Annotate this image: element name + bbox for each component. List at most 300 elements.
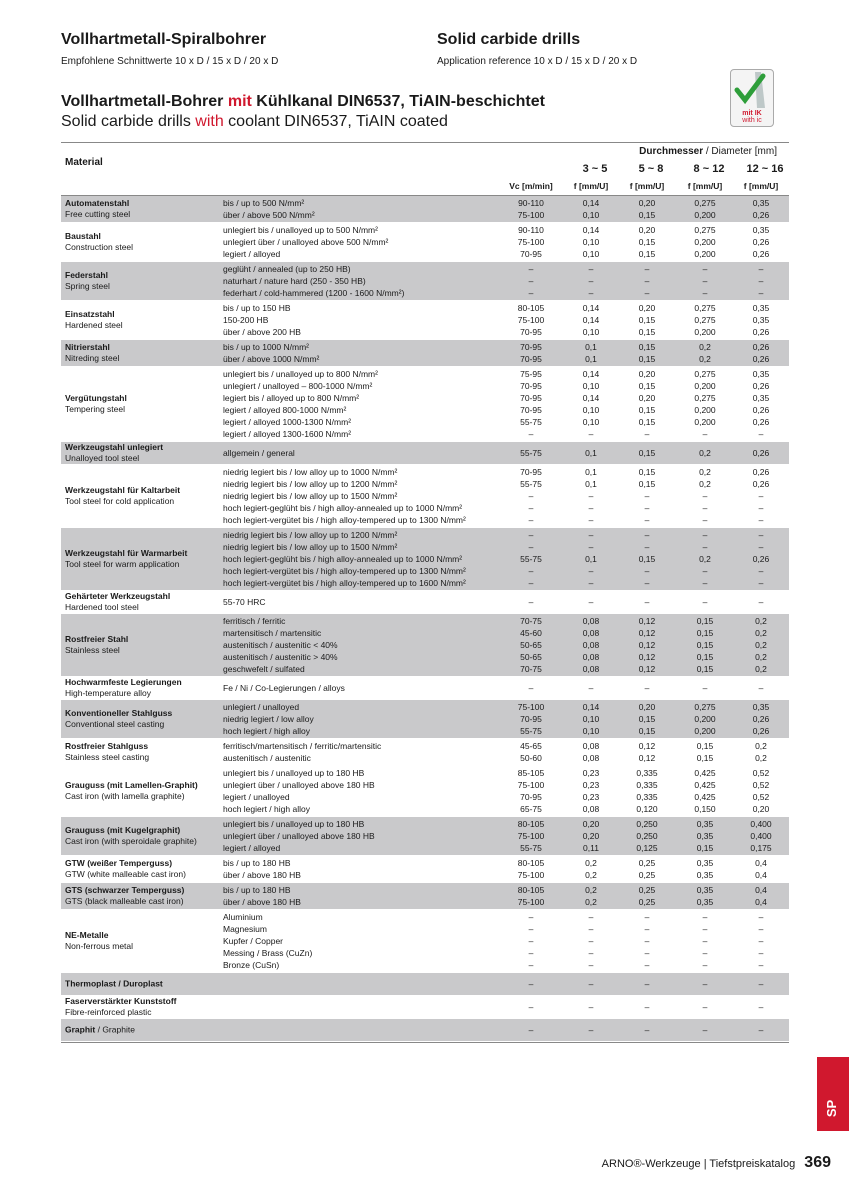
vc-cell: – bbox=[528, 1025, 534, 1035]
condition-cell: hoch legiert-geglüht bis / high alloy-annealed up to 1000 N/mm² bbox=[223, 554, 463, 564]
f-cell: 0,15 bbox=[638, 249, 656, 259]
f-cell: 0,15 bbox=[638, 381, 656, 391]
f-cell: 0,10 bbox=[582, 726, 600, 736]
page-number: 369 bbox=[804, 1154, 831, 1171]
f-cell: – bbox=[588, 429, 594, 439]
f-cell: 0,335 bbox=[636, 768, 658, 778]
condition-cell: Kupfer / Copper bbox=[223, 936, 284, 946]
f-cell: 0,275 bbox=[694, 303, 716, 313]
vc-cell: 70-75 bbox=[520, 616, 542, 626]
f-cell: – bbox=[644, 597, 650, 607]
f-cell: – bbox=[758, 503, 764, 513]
condition-cell: niedrig legiert / low alloy bbox=[223, 714, 314, 724]
f-cell: 0,1 bbox=[585, 354, 597, 364]
f-cell: 0,35 bbox=[696, 897, 714, 907]
f-cell: 0,26 bbox=[752, 354, 770, 364]
table-row bbox=[61, 978, 789, 990]
f-cell: 0,26 bbox=[752, 342, 770, 352]
vc-cell: 70-95 bbox=[520, 381, 542, 391]
material-name: Werkzeugstahl für Kaltarbeit Tool steel for cold application bbox=[65, 485, 181, 506]
f-cell: – bbox=[644, 979, 650, 989]
table-row bbox=[61, 447, 789, 459]
f-cell: 0,2 bbox=[755, 652, 767, 662]
f-cell: 0,12 bbox=[638, 664, 656, 674]
f-cell: – bbox=[588, 1025, 594, 1035]
f-cell: 0,200 bbox=[694, 726, 716, 736]
vc-cell: – bbox=[528, 491, 534, 501]
material-group bbox=[61, 910, 789, 973]
f-cell: – bbox=[588, 288, 594, 298]
table-row bbox=[61, 651, 789, 663]
f-cell: 0,35 bbox=[752, 303, 770, 313]
f-cell: 0,400 bbox=[750, 819, 772, 829]
condition-cell: 150-200 HB bbox=[223, 315, 269, 325]
condition-cell: unlegiert / unalloyed bbox=[223, 702, 300, 712]
table-row bbox=[61, 935, 789, 947]
table-row bbox=[61, 911, 789, 923]
f-cell: 0,35 bbox=[696, 819, 714, 829]
condition-cell: über / above 1000 N/mm² bbox=[223, 354, 320, 364]
f-cell: 0,200 bbox=[694, 381, 716, 391]
f-cell: 0,08 bbox=[582, 741, 600, 751]
f-cell: 0,15 bbox=[696, 753, 714, 763]
f-cell: 0,20 bbox=[638, 702, 656, 712]
table-row bbox=[61, 263, 789, 275]
condition-cell: legiert / alloyed 1000-1300 N/mm² bbox=[223, 417, 352, 427]
f-cell: 0,4 bbox=[755, 870, 767, 880]
range-header: 5 ~ 8 bbox=[638, 163, 664, 175]
f-cell: 0,26 bbox=[752, 210, 770, 220]
material-name: Werkzeugstahl für Warmarbeit Tool steel for warm application bbox=[65, 548, 188, 569]
condition-cell: hoch legiert-vergütet bis / high alloy-tempered up to 1600 N/mm² bbox=[223, 578, 466, 588]
table-row bbox=[61, 947, 789, 959]
table-row bbox=[61, 341, 789, 353]
condition-cell: hoch legiert-vergütet bis / high alloy-tempered up to 1300 N/mm² bbox=[223, 515, 466, 525]
table-row bbox=[61, 314, 789, 326]
f-cell: – bbox=[702, 276, 708, 286]
vc-cell: 50-65 bbox=[520, 640, 542, 650]
f-cell: 0,2 bbox=[699, 467, 711, 477]
f-cell: – bbox=[588, 979, 594, 989]
f-cell: 0,15 bbox=[696, 741, 714, 751]
table-row bbox=[61, 752, 789, 764]
table-row bbox=[61, 209, 789, 221]
section-title-de: Vollhartmetall-Bohrer mit Kühlkanal DIN6537, TiAIN-beschichtet bbox=[61, 93, 545, 110]
f-cell: 0,10 bbox=[582, 249, 600, 259]
condition-cell: 55-70 HRC bbox=[223, 597, 266, 607]
f-cell: 0,26 bbox=[752, 726, 770, 736]
f-cell: 0,15 bbox=[696, 616, 714, 626]
f-cell: 0,2 bbox=[699, 479, 711, 489]
condition-cell: Magnesium bbox=[223, 924, 267, 934]
f-cell: – bbox=[702, 948, 708, 958]
table-row bbox=[61, 541, 789, 553]
f-cell: 0,14 bbox=[582, 702, 600, 712]
page-subtitle-de: Empfohlene Schnittwerte 10 x D / 15 x D / 20 x D bbox=[61, 56, 279, 67]
f-cell: 0,12 bbox=[638, 616, 656, 626]
vc-cell: 55-75 bbox=[520, 479, 542, 489]
f-cell: 0,12 bbox=[638, 640, 656, 650]
range-header: 8 ~ 12 bbox=[693, 163, 725, 175]
material-name: Rostfreier Stahlguss Stainless steel casting bbox=[65, 741, 150, 762]
vc-cell: – bbox=[528, 288, 534, 298]
condition-cell: hoch legiert-vergütet bis / high alloy-tempered up to 1300 N/mm² bbox=[223, 566, 466, 576]
section-title bbox=[61, 92, 545, 132]
f-cell: – bbox=[702, 503, 708, 513]
diameter-header: Durchmesser / Diameter [mm] bbox=[639, 146, 777, 157]
f-cell: 0,2 bbox=[755, 741, 767, 751]
condition-cell: legiert / alloyed bbox=[223, 843, 281, 853]
f-cell: 0,25 bbox=[638, 870, 656, 880]
vc-cell: 55-75 bbox=[520, 448, 542, 458]
f-header: f [mm/U] bbox=[743, 181, 779, 191]
f-cell: – bbox=[588, 566, 594, 576]
f-cell: – bbox=[758, 530, 764, 540]
f-cell: 0,35 bbox=[752, 393, 770, 403]
condition-cell: legiert bis / alloyed up to 800 N/mm² bbox=[223, 393, 360, 403]
f-cell: – bbox=[588, 936, 594, 946]
table-row bbox=[61, 380, 789, 392]
material-name: Rostfreier Stahl Stainless steel bbox=[65, 634, 129, 655]
condition-cell: über / above 200 HB bbox=[223, 327, 301, 337]
f-cell: – bbox=[758, 683, 764, 693]
f-cell: 0,425 bbox=[694, 768, 716, 778]
f-cell: 0,2 bbox=[699, 448, 711, 458]
f-cell: – bbox=[702, 1025, 708, 1035]
condition-cell: martensitisch / martensitic bbox=[223, 628, 322, 638]
f-cell: 0,125 bbox=[636, 843, 658, 853]
material-name: Grauguss (mit Lamellen-Graphit) Cast iron (with lamella graphite) bbox=[65, 780, 198, 801]
table-row bbox=[61, 577, 789, 589]
f-cell: – bbox=[588, 683, 594, 693]
condition-cell: federhart / cold-hammered (1200 - 1600 N/mm²) bbox=[223, 288, 405, 298]
table-row bbox=[61, 682, 789, 694]
material-name: NE-Metalle Non-ferrous metal bbox=[65, 930, 134, 951]
f-cell: 0,275 bbox=[694, 369, 716, 379]
table-row bbox=[61, 490, 789, 502]
section-title-en: Solid carbide drills with coolant DIN6537, TiAIN coated bbox=[61, 113, 448, 130]
material-name: Konventioneller Stahlguss Conventional steel casting bbox=[65, 708, 173, 729]
vc-cell: 75-100 bbox=[517, 210, 545, 220]
f-cell: 0,15 bbox=[638, 210, 656, 220]
f-header: f [mm/U] bbox=[629, 181, 665, 191]
material-group bbox=[61, 973, 789, 996]
table-row bbox=[61, 713, 789, 725]
table-header bbox=[61, 143, 789, 196]
material-group bbox=[61, 614, 789, 677]
f-cell: 0,14 bbox=[582, 225, 600, 235]
f-cell: – bbox=[588, 515, 594, 525]
f-cell: 0,275 bbox=[694, 702, 716, 712]
f-cell: 0,10 bbox=[582, 237, 600, 247]
table-row bbox=[61, 857, 789, 869]
vc-cell: – bbox=[528, 683, 534, 693]
f-cell: 0,2 bbox=[755, 664, 767, 674]
f-cell: – bbox=[588, 960, 594, 970]
material-name: Faserverstärkter Kunststoff Fibre-reinforced plastic bbox=[65, 996, 177, 1017]
material-name: GTS (schwarzer Temperguss) GTS (black malleable cast iron) bbox=[65, 885, 185, 906]
f-cell: 0,4 bbox=[755, 885, 767, 895]
f-cell: 0,15 bbox=[638, 405, 656, 415]
f-cell: 0,2 bbox=[699, 554, 711, 564]
f-cell: 0,14 bbox=[582, 369, 600, 379]
f-cell: 0,10 bbox=[582, 405, 600, 415]
f-cell: – bbox=[644, 491, 650, 501]
f-cell: 0,200 bbox=[694, 714, 716, 724]
header-left bbox=[61, 30, 278, 67]
f-cell: – bbox=[758, 264, 764, 274]
material-name: Graphit / Graphite bbox=[65, 1024, 135, 1035]
table-row bbox=[61, 326, 789, 338]
table-row bbox=[61, 1001, 789, 1013]
f-cell: – bbox=[644, 530, 650, 540]
vc-cell: 70-95 bbox=[520, 342, 542, 352]
f-cell: – bbox=[702, 924, 708, 934]
f-cell: – bbox=[702, 936, 708, 946]
table-row bbox=[61, 428, 789, 440]
vc-cell: 75-95 bbox=[520, 369, 542, 379]
f-cell: – bbox=[644, 683, 650, 693]
f-cell: 0,2 bbox=[755, 628, 767, 638]
table-row bbox=[61, 287, 789, 299]
condition-cell: ferritisch / ferritic bbox=[223, 616, 286, 626]
table-row bbox=[61, 478, 789, 490]
f-cell: 0,10 bbox=[582, 381, 600, 391]
f-cell: 0,26 bbox=[752, 381, 770, 391]
f-cell: 0,35 bbox=[696, 858, 714, 868]
vc-cell: 50-65 bbox=[520, 652, 542, 662]
f-cell: 0,15 bbox=[638, 479, 656, 489]
f-cell: – bbox=[758, 979, 764, 989]
f-cell: 0,12 bbox=[638, 741, 656, 751]
f-cell: 0,20 bbox=[638, 393, 656, 403]
f-cell: – bbox=[588, 1002, 594, 1012]
f-cell: 0,10 bbox=[582, 210, 600, 220]
vc-cell: 80-105 bbox=[517, 885, 545, 895]
f-cell: – bbox=[758, 542, 764, 552]
f-cell: – bbox=[644, 542, 650, 552]
condition-cell: unlegiert über / unalloyed above 500 N/mm² bbox=[223, 237, 389, 247]
table-row bbox=[61, 896, 789, 908]
vc-cell: 70-95 bbox=[520, 354, 542, 364]
f-cell: – bbox=[588, 530, 594, 540]
f-cell: – bbox=[644, 924, 650, 934]
condition-cell: Messing / Brass (CuZn) bbox=[223, 948, 313, 958]
material-name: Hochwarmfeste Legierungen High-temperature alloy bbox=[65, 677, 182, 698]
vc-cell: 70-95 bbox=[520, 714, 542, 724]
vc-cell: 70-95 bbox=[520, 249, 542, 259]
f-cell: 0,26 bbox=[752, 554, 770, 564]
condition-cell: niedrig legiert bis / low alloy up to 1500 N/mm² bbox=[223, 542, 398, 552]
material-group bbox=[61, 1019, 789, 1042]
table-row bbox=[61, 803, 789, 815]
condition-cell: niedrig legiert bis / low alloy up to 1200 N/mm² bbox=[223, 530, 398, 540]
f-cell: – bbox=[702, 979, 708, 989]
table-row bbox=[61, 514, 789, 526]
vc-cell: 70-95 bbox=[520, 792, 542, 802]
condition-cell: unlegiert bis / unalloyed up to 500 N/mm² bbox=[223, 225, 378, 235]
table-row bbox=[61, 248, 789, 260]
f-cell: – bbox=[588, 597, 594, 607]
f-cell: 0,15 bbox=[696, 664, 714, 674]
condition-cell: unlegiert bis / unalloyed up to 800 N/mm² bbox=[223, 369, 378, 379]
table-row bbox=[61, 416, 789, 428]
f-cell: 0,1 bbox=[585, 479, 597, 489]
table-row bbox=[61, 392, 789, 404]
f-cell: – bbox=[758, 276, 764, 286]
f-cell: 0,08 bbox=[582, 640, 600, 650]
f-cell: 0,20 bbox=[582, 831, 600, 841]
f-cell: 0,12 bbox=[638, 753, 656, 763]
material-name: Werkzeugstahl unlegiert Unalloyed tool steel bbox=[65, 442, 164, 463]
f-cell: 0,20 bbox=[752, 804, 770, 814]
f-cell: – bbox=[758, 288, 764, 298]
f-cell: – bbox=[702, 530, 708, 540]
f-cell: – bbox=[588, 948, 594, 958]
f-cell: 0,26 bbox=[752, 237, 770, 247]
condition-cell: Aluminium bbox=[223, 912, 263, 922]
f-cell: – bbox=[644, 264, 650, 274]
table-row bbox=[61, 353, 789, 365]
condition-cell: Fe / Ni / Co-Legierungen / alloys bbox=[223, 683, 345, 693]
f-cell: – bbox=[758, 566, 764, 576]
f-cell: – bbox=[702, 960, 708, 970]
condition-cell: hoch legiert / high alloy bbox=[223, 804, 310, 814]
vc-cell: – bbox=[528, 515, 534, 525]
f-cell: 0,08 bbox=[582, 652, 600, 662]
condition-cell: legiert / alloyed 1300-1600 N/mm² bbox=[223, 429, 352, 439]
material-group bbox=[61, 367, 789, 442]
table-row bbox=[61, 923, 789, 935]
f-cell: 0,15 bbox=[638, 726, 656, 736]
vc-cell: 70-95 bbox=[520, 467, 542, 477]
f-cell: 0,15 bbox=[638, 448, 656, 458]
table-row bbox=[61, 1024, 789, 1036]
f-cell: 0,20 bbox=[638, 303, 656, 313]
material-group bbox=[61, 301, 789, 340]
condition-cell: allgemein / general bbox=[223, 448, 295, 458]
condition-cell: niedrig legiert bis / low alloy up to 1200 N/mm² bbox=[223, 479, 398, 489]
f-cell: – bbox=[644, 1002, 650, 1012]
section-tab: SP bbox=[817, 1057, 849, 1131]
table-row bbox=[61, 791, 789, 803]
footer-text: ARNO®-Werkzeuge | Tiefstpreiskatalog bbox=[601, 1158, 796, 1170]
f-cell: 0,35 bbox=[752, 369, 770, 379]
vc-cell: 55-75 bbox=[520, 726, 542, 736]
f-cell: 0,1 bbox=[585, 467, 597, 477]
condition-cell: hoch legiert-geglüht bis / high alloy-annealed up to 1000 N/mm² bbox=[223, 503, 463, 513]
table-row bbox=[61, 275, 789, 287]
f-cell: – bbox=[588, 264, 594, 274]
f-cell: 0,200 bbox=[694, 237, 716, 247]
f-cell: 0,35 bbox=[696, 885, 714, 895]
f-cell: – bbox=[644, 1025, 650, 1035]
f-cell: 0,2 bbox=[755, 640, 767, 650]
material-header: Material bbox=[65, 157, 103, 168]
condition-cell: bis / up to 180 HB bbox=[223, 885, 291, 895]
f-cell: – bbox=[644, 960, 650, 970]
f-cell: – bbox=[758, 960, 764, 970]
range-header: 12 ~ 16 bbox=[746, 163, 784, 175]
vc-cell: – bbox=[528, 924, 534, 934]
material-name: Automatenstahl Free cutting steel bbox=[65, 198, 131, 219]
f-cell: 0,14 bbox=[582, 315, 600, 325]
condition-cell: legiert / alloyed bbox=[223, 249, 281, 259]
f-cell: 0,15 bbox=[638, 342, 656, 352]
f-cell: 0,08 bbox=[582, 664, 600, 674]
table-row bbox=[61, 596, 789, 608]
f-cell: 0,335 bbox=[636, 780, 658, 790]
vc-cell: 75-100 bbox=[517, 780, 545, 790]
material-group bbox=[61, 196, 789, 223]
f-cell: – bbox=[702, 542, 708, 552]
condition-cell: niedrig legiert bis / low alloy up to 1500 N/mm² bbox=[223, 491, 398, 501]
table-row bbox=[61, 224, 789, 236]
material-name: Grauguss (mit Kugelgraphit) Cast iron (with speroidale graphite) bbox=[65, 825, 197, 846]
f-cell: 0,35 bbox=[752, 198, 770, 208]
f-cell: 0,26 bbox=[752, 405, 770, 415]
material-group bbox=[61, 591, 789, 614]
f-cell: 0,275 bbox=[694, 393, 716, 403]
f-cell: 0,250 bbox=[636, 831, 658, 841]
f-cell: 0,25 bbox=[638, 885, 656, 895]
condition-cell: Bronze (CuSn) bbox=[223, 960, 280, 970]
vc-cell: 55-75 bbox=[520, 417, 542, 427]
condition-cell: unlegiert / unalloyed – 800-1000 N/mm² bbox=[223, 381, 373, 391]
f-header: f [mm/U] bbox=[687, 181, 723, 191]
vc-cell: 70-95 bbox=[520, 393, 542, 403]
f-cell: 0,26 bbox=[752, 479, 770, 489]
vc-cell: 75-100 bbox=[517, 315, 545, 325]
table-row bbox=[61, 529, 789, 541]
material-group bbox=[61, 528, 789, 591]
f-cell: 0,25 bbox=[638, 897, 656, 907]
f-cell: 0,14 bbox=[582, 393, 600, 403]
f-cell: 0,08 bbox=[582, 753, 600, 763]
vc-cell: 55-75 bbox=[520, 843, 542, 853]
f-cell: – bbox=[644, 288, 650, 298]
f-cell: 0,2 bbox=[755, 753, 767, 763]
f-cell: – bbox=[758, 1025, 764, 1035]
f-cell: 0,200 bbox=[694, 210, 716, 220]
vc-cell: 55-75 bbox=[520, 554, 542, 564]
f-cell: 0,25 bbox=[638, 858, 656, 868]
condition-cell: über / above 500 N/mm² bbox=[223, 210, 315, 220]
table-row bbox=[61, 404, 789, 416]
vc-cell: 50-60 bbox=[520, 753, 542, 763]
condition-cell: unlegiert über / unalloyed above 180 HB bbox=[223, 780, 375, 790]
condition-cell: unlegiert bis / unalloyed up to 180 HB bbox=[223, 768, 365, 778]
condition-cell: hoch legiert / high alloy bbox=[223, 726, 310, 736]
f-cell: 0,15 bbox=[638, 315, 656, 325]
vc-cell: – bbox=[528, 429, 534, 439]
f-cell: 0,14 bbox=[582, 198, 600, 208]
f-cell: – bbox=[758, 936, 764, 946]
f-cell: 0,15 bbox=[696, 843, 714, 853]
f-cell: 0,23 bbox=[582, 792, 600, 802]
f-cell: 0,2 bbox=[585, 885, 597, 895]
vc-cell: – bbox=[528, 1002, 534, 1012]
condition-cell: naturhart / nature hard (250 - 350 HB) bbox=[223, 276, 366, 286]
material-group bbox=[61, 996, 789, 1019]
condition-cell: geglüht / annealed (up to 250 HB) bbox=[223, 264, 351, 274]
f-header: f [mm/U] bbox=[573, 181, 609, 191]
f-cell: 0,20 bbox=[638, 369, 656, 379]
f-cell: – bbox=[758, 924, 764, 934]
vc-cell: – bbox=[528, 948, 534, 958]
page-title-en: Solid carbide drills bbox=[437, 31, 581, 48]
condition-cell: bis / up to 1000 N/mm² bbox=[223, 342, 309, 352]
